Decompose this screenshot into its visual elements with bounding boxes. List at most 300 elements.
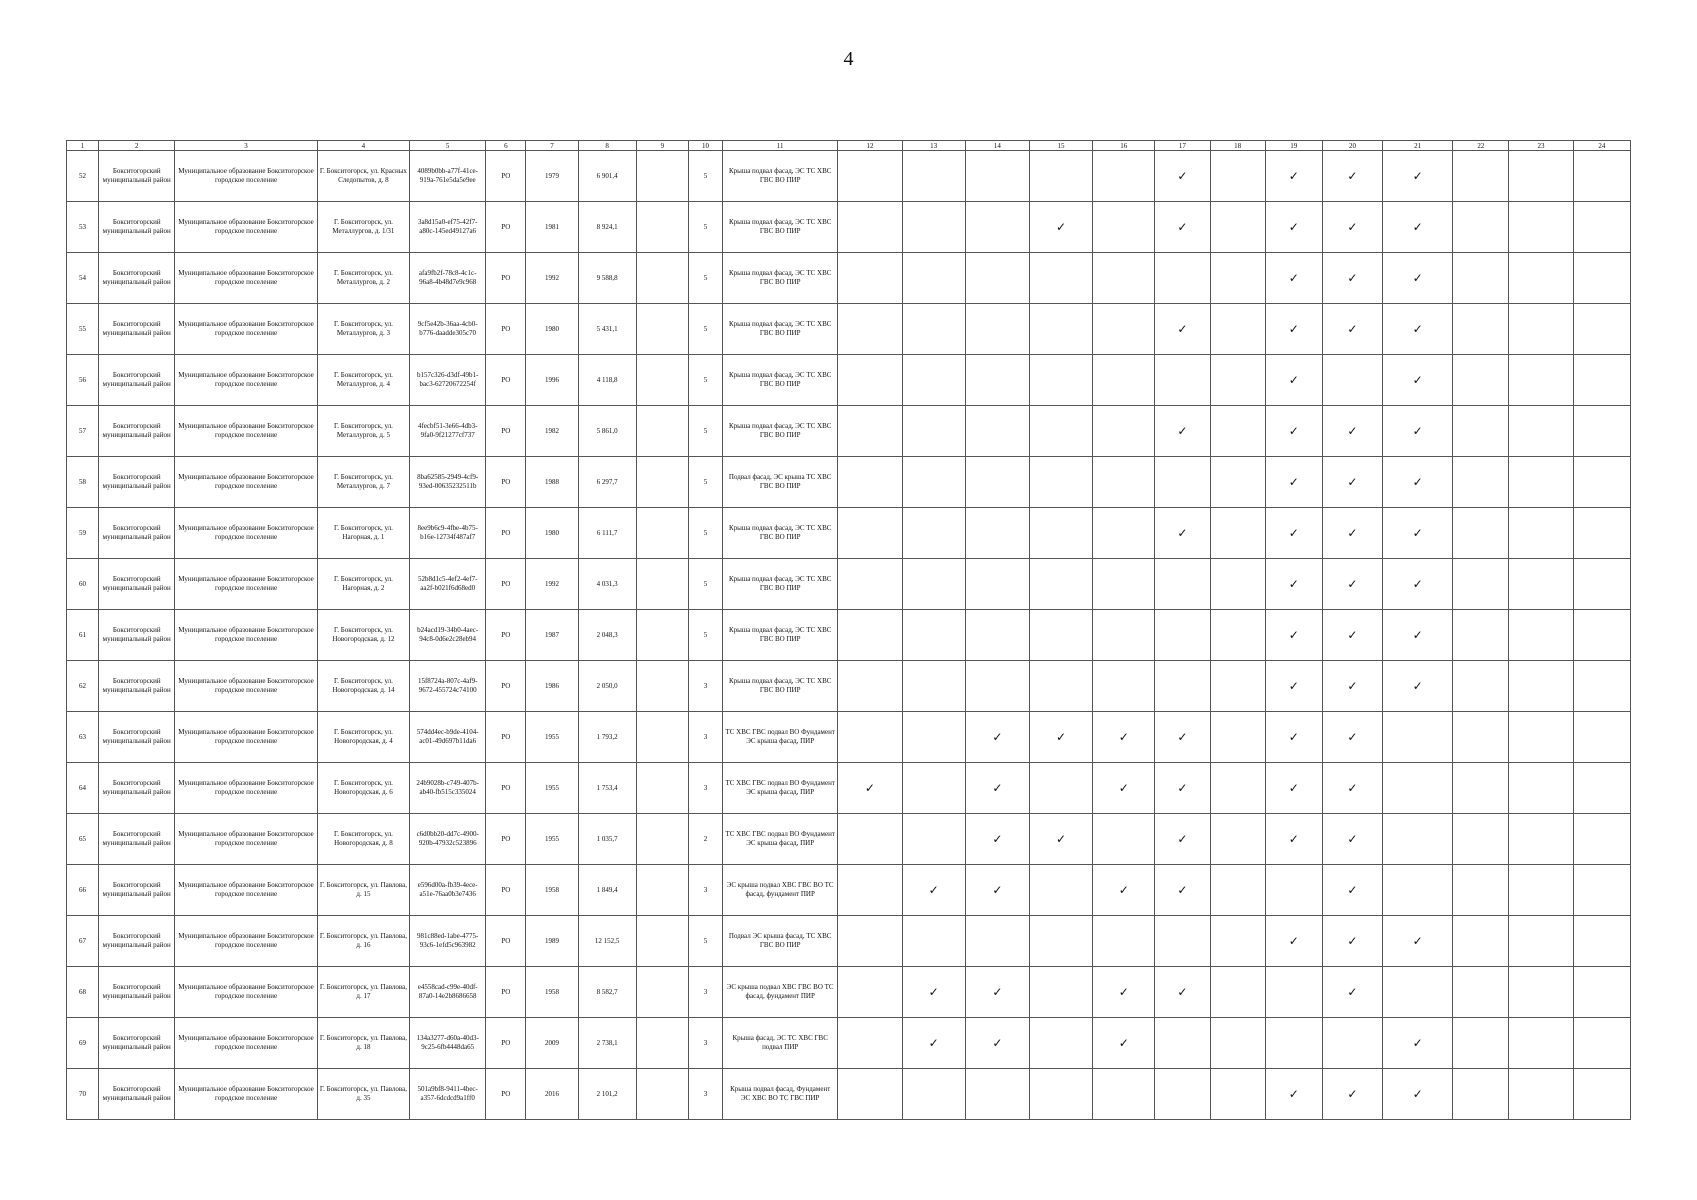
empty-mark-cell	[1383, 763, 1453, 814]
empty-mark-cell	[838, 151, 902, 202]
checkmark-icon: ✓	[1322, 814, 1382, 865]
empty-mark-cell	[1573, 559, 1630, 610]
guid-cell: b157c326-d3df-49b1-bac3-62720672254f	[410, 355, 486, 406]
empty-mark-cell	[1210, 406, 1265, 457]
empty-mark-cell	[1453, 661, 1509, 712]
empty-mark-cell	[1573, 355, 1630, 406]
empty-mark-cell	[1509, 1069, 1573, 1120]
district-cell: Бокситогорский муниципальный район	[99, 1018, 175, 1069]
empty-mark-cell	[1509, 865, 1573, 916]
checkmark-icon: ✓	[1265, 814, 1322, 865]
empty-mark-cell	[1029, 355, 1092, 406]
district-cell: Бокситогорский муниципальный район	[99, 814, 175, 865]
empty-mark-cell	[1029, 1018, 1092, 1069]
empty-mark-cell	[1155, 355, 1210, 406]
empty-mark-cell	[902, 1069, 965, 1120]
floors-cell: 3	[688, 1069, 722, 1120]
empty-mark-cell	[1029, 151, 1092, 202]
row-number-cell: 57	[67, 406, 99, 457]
empty-mark-cell	[1453, 406, 1509, 457]
empty-mark-cell	[1155, 1069, 1210, 1120]
ownership-form-cell: РО	[486, 865, 526, 916]
municipality-cell: Муниципальное образование Бокситогорское городское поселение	[175, 610, 317, 661]
row-number-cell: 68	[67, 967, 99, 1018]
column-number-cell: 13	[902, 141, 965, 151]
empty-mark-cell	[1029, 865, 1092, 916]
checkmark-icon: ✓	[1383, 406, 1453, 457]
ownership-form-cell: РО	[486, 916, 526, 967]
municipality-cell: Муниципальное образование Бокситогорское городское поселение	[175, 457, 317, 508]
row-number-cell: 63	[67, 712, 99, 763]
municipality-cell: Муниципальное образование Бокситогорское городское поселение	[175, 1018, 317, 1069]
checkmark-icon: ✓	[1265, 202, 1322, 253]
empty-mark-cell	[1210, 508, 1265, 559]
district-cell: Бокситогорский муниципальный район	[99, 406, 175, 457]
empty-mark-cell	[1210, 763, 1265, 814]
address-cell: Г. Бокситогорск, ул. Металлургов, д. 5	[317, 406, 409, 457]
empty-mark-cell	[1093, 406, 1155, 457]
empty-mark-cell	[1210, 814, 1265, 865]
table-row	[67, 814, 1631, 865]
row-number-cell: 65	[67, 814, 99, 865]
checkmark-icon: ✓	[1383, 1069, 1453, 1120]
row-number-cell: 66	[67, 865, 99, 916]
district-cell: Бокситогорский муниципальный район	[99, 253, 175, 304]
empty-cell	[636, 865, 688, 916]
district-cell: Бокситогорский муниципальный район	[99, 1069, 175, 1120]
guid-cell: 15f8724a-807c-4af9-9672-455724c74100	[410, 661, 486, 712]
ownership-form-cell: РО	[486, 508, 526, 559]
empty-mark-cell	[965, 202, 1029, 253]
year-cell: 1980	[526, 304, 578, 355]
empty-cell	[636, 151, 688, 202]
empty-mark-cell	[1265, 865, 1322, 916]
empty-mark-cell	[1509, 916, 1573, 967]
checkmark-icon: ✓	[1383, 202, 1453, 253]
ownership-form-cell: РО	[486, 406, 526, 457]
guid-cell: 52b8d1c5-4ef2-4ef7-aa2f-b021f6d68ed0	[410, 559, 486, 610]
empty-mark-cell	[1029, 457, 1092, 508]
row-number-cell: 54	[67, 253, 99, 304]
address-cell: Г. Бокситогорск, ул. Металлургов, д. 3	[317, 304, 409, 355]
empty-mark-cell	[1155, 661, 1210, 712]
table-row	[67, 202, 1631, 253]
district-cell: Бокситогорский муниципальный район	[99, 151, 175, 202]
empty-cell	[636, 457, 688, 508]
empty-mark-cell	[1453, 559, 1509, 610]
area-cell: 2 048,3	[578, 610, 636, 661]
ownership-form-cell: РО	[486, 202, 526, 253]
ownership-form-cell: РО	[486, 304, 526, 355]
address-cell: Г. Бокситогорск, ул. Металлургов, д. 2	[317, 253, 409, 304]
empty-mark-cell	[838, 916, 902, 967]
address-cell: Г. Бокситогорск, ул. Павлова, д. 15	[317, 865, 409, 916]
empty-mark-cell	[838, 406, 902, 457]
empty-cell	[636, 916, 688, 967]
empty-mark-cell	[1383, 967, 1453, 1018]
works-cell: Подвал ЭС крыша фасад, ТС ХВС ГВС ВО ПИР	[723, 916, 838, 967]
municipality-cell: Муниципальное образование Бокситогорское городское поселение	[175, 355, 317, 406]
ownership-form-cell: РО	[486, 1069, 526, 1120]
empty-mark-cell	[838, 508, 902, 559]
year-cell: 1980	[526, 508, 578, 559]
empty-mark-cell	[838, 610, 902, 661]
guid-cell: 574dd4ec-b9de-4104-ac01-49d697b11da6	[410, 712, 486, 763]
works-cell: Крыша подвал фасад, ЭС ТС ХВС ГВС ВО ПИР	[723, 610, 838, 661]
year-cell: 1987	[526, 610, 578, 661]
checkmark-icon: ✓	[1029, 712, 1092, 763]
checkmark-icon: ✓	[1322, 610, 1382, 661]
guid-cell: 981c88ed-1abe-4775-93c6-1efd5c963982	[410, 916, 486, 967]
guid-cell: c6d0bb20-dd7c-4900-920b-47932c523896	[410, 814, 486, 865]
guid-cell: 501a9bf8-9411-4bec-a357-6dcdcd9a1ff0	[410, 1069, 486, 1120]
checkmark-icon: ✓	[1265, 151, 1322, 202]
empty-mark-cell	[1155, 457, 1210, 508]
empty-mark-cell	[1573, 253, 1630, 304]
district-cell: Бокситогорский муниципальный район	[99, 508, 175, 559]
checkmark-icon: ✓	[1265, 355, 1322, 406]
checkmark-icon: ✓	[1155, 304, 1210, 355]
row-number-cell: 62	[67, 661, 99, 712]
column-number-cell: 24	[1573, 141, 1630, 151]
empty-mark-cell	[1453, 763, 1509, 814]
table-row	[67, 508, 1631, 559]
houses-registry-table	[66, 140, 1631, 1120]
column-number-cell: 17	[1155, 141, 1210, 151]
empty-mark-cell	[1093, 661, 1155, 712]
guid-cell: 8ee9b6c9-4fbe-4b75-b16e-12734f487af7	[410, 508, 486, 559]
checkmark-icon: ✓	[1265, 1069, 1322, 1120]
floors-cell: 5	[688, 406, 722, 457]
empty-mark-cell	[902, 355, 965, 406]
column-number-cell: 1	[67, 141, 99, 151]
empty-mark-cell	[1573, 457, 1630, 508]
checkmark-icon: ✓	[1322, 202, 1382, 253]
empty-mark-cell	[1453, 1018, 1509, 1069]
page-number: 4	[843, 48, 854, 70]
area-cell: 2 738,1	[578, 1018, 636, 1069]
municipality-cell: Муниципальное образование Бокситогорское городское поселение	[175, 763, 317, 814]
empty-mark-cell	[1573, 763, 1630, 814]
empty-mark-cell	[1029, 406, 1092, 457]
empty-mark-cell	[1093, 304, 1155, 355]
empty-mark-cell	[1573, 661, 1630, 712]
empty-mark-cell	[1453, 355, 1509, 406]
guid-cell: e4558cad-c99e-40df-87a0-14e2b8686658	[410, 967, 486, 1018]
empty-mark-cell	[1453, 916, 1509, 967]
checkmark-icon: ✓	[1155, 508, 1210, 559]
checkmark-icon: ✓	[1322, 916, 1382, 967]
column-number-cell: 2	[99, 141, 175, 151]
checkmark-icon: ✓	[1155, 967, 1210, 1018]
empty-mark-cell	[1029, 304, 1092, 355]
floors-cell: 5	[688, 253, 722, 304]
year-cell: 1955	[526, 712, 578, 763]
checkmark-icon: ✓	[1265, 406, 1322, 457]
area-cell: 1 849,4	[578, 865, 636, 916]
empty-cell	[636, 355, 688, 406]
table-row	[67, 457, 1631, 508]
column-number-cell: 6	[486, 141, 526, 151]
checkmark-icon: ✓	[1383, 253, 1453, 304]
checkmark-icon: ✓	[1093, 1018, 1155, 1069]
empty-mark-cell	[1453, 865, 1509, 916]
row-number-cell: 60	[67, 559, 99, 610]
year-cell: 2009	[526, 1018, 578, 1069]
address-cell: Г. Бокситогорск, ул. Новогородская, д. 14	[317, 661, 409, 712]
area-cell: 1 035,7	[578, 814, 636, 865]
empty-mark-cell	[1509, 814, 1573, 865]
checkmark-icon: ✓	[1322, 253, 1382, 304]
empty-mark-cell	[1093, 559, 1155, 610]
table-row	[67, 304, 1631, 355]
year-cell: 1958	[526, 967, 578, 1018]
empty-mark-cell	[1573, 865, 1630, 916]
column-number-cell: 15	[1029, 141, 1092, 151]
municipality-cell: Муниципальное образование Бокситогорское городское поселение	[175, 406, 317, 457]
floors-cell: 5	[688, 304, 722, 355]
empty-mark-cell	[965, 304, 1029, 355]
empty-mark-cell	[1383, 814, 1453, 865]
address-cell: Г. Бокситогорск, ул. Нагорная, д. 2	[317, 559, 409, 610]
year-cell: 1996	[526, 355, 578, 406]
empty-mark-cell	[902, 916, 965, 967]
column-number-row	[67, 141, 1631, 151]
checkmark-icon: ✓	[1383, 559, 1453, 610]
municipality-cell: Муниципальное образование Бокситогорское городское поселение	[175, 559, 317, 610]
empty-mark-cell	[965, 1069, 1029, 1120]
district-cell: Бокситогорский муниципальный район	[99, 712, 175, 763]
empty-mark-cell	[1573, 1018, 1630, 1069]
checkmark-icon: ✓	[1029, 202, 1092, 253]
year-cell: 1955	[526, 814, 578, 865]
checkmark-icon: ✓	[1265, 661, 1322, 712]
checkmark-icon: ✓	[1322, 661, 1382, 712]
empty-mark-cell	[1210, 865, 1265, 916]
address-cell: Г. Бокситогорск, ул. Новогородская, д. 4	[317, 712, 409, 763]
empty-mark-cell	[1210, 1018, 1265, 1069]
area-cell: 2 050,0	[578, 661, 636, 712]
checkmark-icon: ✓	[1383, 304, 1453, 355]
column-number-cell: 7	[526, 141, 578, 151]
empty-mark-cell	[1155, 1018, 1210, 1069]
guid-cell: 134a3277-d60a-40d3-9c25-6fb4448da65	[410, 1018, 486, 1069]
checkmark-icon: ✓	[1322, 457, 1382, 508]
area-cell: 4 118,8	[578, 355, 636, 406]
empty-mark-cell	[1453, 151, 1509, 202]
empty-mark-cell	[1573, 610, 1630, 661]
empty-mark-cell	[1093, 916, 1155, 967]
empty-cell	[636, 610, 688, 661]
checkmark-icon: ✓	[1322, 508, 1382, 559]
table-row	[67, 916, 1631, 967]
address-cell: Г. Бокситогорск, ул. Нагорная, д. 1	[317, 508, 409, 559]
works-cell: Крыша подвал фасад, ЭС ТС ХВС ГВС ВО ПИР	[723, 508, 838, 559]
empty-cell	[636, 559, 688, 610]
row-number-cell: 70	[67, 1069, 99, 1120]
works-cell: ЭС крыша подвал ХВС ГВС ВО ТС фасад, фундамент ПИР	[723, 865, 838, 916]
floors-cell: 3	[688, 967, 722, 1018]
address-cell: Г. Бокситогорск, ул. Новогородская, д. 8	[317, 814, 409, 865]
empty-mark-cell	[965, 559, 1029, 610]
address-cell: Г. Бокситогорск, ул. Металлургов, д. 1/31	[317, 202, 409, 253]
column-number-cell: 16	[1093, 141, 1155, 151]
district-cell: Бокситогорский муниципальный район	[99, 916, 175, 967]
empty-mark-cell	[902, 508, 965, 559]
empty-mark-cell	[1265, 967, 1322, 1018]
empty-mark-cell	[965, 355, 1029, 406]
empty-mark-cell	[902, 814, 965, 865]
checkmark-icon: ✓	[1383, 355, 1453, 406]
checkmark-icon: ✓	[1093, 865, 1155, 916]
year-cell: 1986	[526, 661, 578, 712]
empty-mark-cell	[838, 304, 902, 355]
empty-mark-cell	[1573, 814, 1630, 865]
checkmark-icon: ✓	[902, 865, 965, 916]
empty-mark-cell	[1029, 916, 1092, 967]
year-cell: 1981	[526, 202, 578, 253]
district-cell: Бокситогорский муниципальный район	[99, 202, 175, 253]
empty-mark-cell	[1029, 508, 1092, 559]
empty-mark-cell	[838, 253, 902, 304]
empty-mark-cell	[1155, 559, 1210, 610]
empty-mark-cell	[902, 763, 965, 814]
checkmark-icon: ✓	[1155, 202, 1210, 253]
column-number-cell: 12	[838, 141, 902, 151]
checkmark-icon: ✓	[1322, 304, 1382, 355]
empty-mark-cell	[902, 712, 965, 763]
year-cell: 1988	[526, 457, 578, 508]
works-cell: Крыша подвал фасад, ЭС ТС ХВС ГВС ВО ПИР	[723, 355, 838, 406]
year-cell: 1979	[526, 151, 578, 202]
floors-cell: 5	[688, 508, 722, 559]
empty-mark-cell	[1453, 712, 1509, 763]
guid-cell: 9cf5e42b-36aa-4cb0-b776-daadde305c70	[410, 304, 486, 355]
floors-cell: 2	[688, 814, 722, 865]
empty-mark-cell	[1453, 304, 1509, 355]
empty-mark-cell	[965, 661, 1029, 712]
empty-mark-cell	[1029, 559, 1092, 610]
column-number-cell: 3	[175, 141, 317, 151]
empty-mark-cell	[1453, 253, 1509, 304]
row-number-cell: 59	[67, 508, 99, 559]
works-cell: Крыша подвал фасад, ЭС ТС ХВС ГВС ВО ПИР	[723, 406, 838, 457]
column-number-cell: 23	[1509, 141, 1573, 151]
guid-cell: b24acd19-34b0-4aec-94c8-0d6e2c28eb94	[410, 610, 486, 661]
empty-mark-cell	[965, 610, 1029, 661]
address-cell: Г. Бокситогорск, ул. Красных Следопытов, д. 8	[317, 151, 409, 202]
empty-mark-cell	[1573, 1069, 1630, 1120]
empty-mark-cell	[1210, 559, 1265, 610]
empty-mark-cell	[902, 661, 965, 712]
works-cell: Крыша подвал фасад, Фундамент ЭС ХВС ВО ТС ГВС ПИР	[723, 1069, 838, 1120]
checkmark-icon: ✓	[1265, 610, 1322, 661]
table-row	[67, 610, 1631, 661]
works-cell: Крыша подвал фасад, ЭС ТС ХВС ГВС ВО ПИР	[723, 202, 838, 253]
column-number-cell: 21	[1383, 141, 1453, 151]
area-cell: 9 588,8	[578, 253, 636, 304]
checkmark-icon: ✓	[965, 967, 1029, 1018]
empty-mark-cell	[1093, 814, 1155, 865]
municipality-cell: Муниципальное образование Бокситогорское городское поселение	[175, 304, 317, 355]
checkmark-icon: ✓	[965, 1018, 1029, 1069]
year-cell: 1982	[526, 406, 578, 457]
row-number-cell: 56	[67, 355, 99, 406]
empty-mark-cell	[1453, 1069, 1509, 1120]
empty-cell	[636, 253, 688, 304]
empty-mark-cell	[1509, 661, 1573, 712]
empty-mark-cell	[1155, 253, 1210, 304]
checkmark-icon: ✓	[1155, 763, 1210, 814]
address-cell: Г. Бокситогорск, ул. Металлургов, д. 4	[317, 355, 409, 406]
checkmark-icon: ✓	[1383, 1018, 1453, 1069]
empty-mark-cell	[838, 814, 902, 865]
guid-cell: 24b9028b-c749-407b-ab40-fb515c335024	[410, 763, 486, 814]
district-cell: Бокситогорский муниципальный район	[99, 661, 175, 712]
empty-cell	[636, 763, 688, 814]
works-cell: ТС ХВС ГВС подвал ВО Фундамент ЭС крыша фасад, ПИР	[723, 763, 838, 814]
checkmark-icon: ✓	[1093, 763, 1155, 814]
checkmark-icon: ✓	[1265, 916, 1322, 967]
empty-mark-cell	[1029, 253, 1092, 304]
empty-cell	[636, 712, 688, 763]
area-cell: 4 031,3	[578, 559, 636, 610]
checkmark-icon: ✓	[965, 763, 1029, 814]
empty-mark-cell	[1509, 304, 1573, 355]
area-cell: 2 101,2	[578, 1069, 636, 1120]
district-cell: Бокситогорский муниципальный район	[99, 457, 175, 508]
empty-mark-cell	[1210, 304, 1265, 355]
municipality-cell: Муниципальное образование Бокситогорское городское поселение	[175, 151, 317, 202]
municipality-cell: Муниципальное образование Бокситогорское городское поселение	[175, 508, 317, 559]
empty-mark-cell	[1453, 202, 1509, 253]
address-cell: Г. Бокситогорск, ул. Павлова, д. 16	[317, 916, 409, 967]
empty-mark-cell	[902, 610, 965, 661]
checkmark-icon: ✓	[1322, 151, 1382, 202]
floors-cell: 3	[688, 661, 722, 712]
empty-mark-cell	[1383, 712, 1453, 763]
empty-mark-cell	[1210, 610, 1265, 661]
checkmark-icon: ✓	[1322, 406, 1382, 457]
empty-mark-cell	[1509, 712, 1573, 763]
checkmark-icon: ✓	[1322, 865, 1382, 916]
empty-mark-cell	[1509, 151, 1573, 202]
checkmark-icon: ✓	[838, 763, 902, 814]
empty-mark-cell	[1573, 151, 1630, 202]
year-cell: 1958	[526, 865, 578, 916]
empty-mark-cell	[1155, 610, 1210, 661]
empty-mark-cell	[1093, 508, 1155, 559]
address-cell: Г. Бокситогорск, ул. Павлова, д. 18	[317, 1018, 409, 1069]
district-cell: Бокситогорский муниципальный район	[99, 610, 175, 661]
row-number-cell: 64	[67, 763, 99, 814]
row-number-cell: 52	[67, 151, 99, 202]
works-cell: Крыша подвал фасад, ЭС ТС ХВС ГВС ВО ПИР	[723, 559, 838, 610]
empty-mark-cell	[1383, 865, 1453, 916]
checkmark-icon: ✓	[1265, 508, 1322, 559]
municipality-cell: Муниципальное образование Бокситогорское городское поселение	[175, 253, 317, 304]
empty-mark-cell	[1509, 355, 1573, 406]
address-cell: Г. Бокситогорск, ул. Павлова, д. 35	[317, 1069, 409, 1120]
empty-cell	[636, 814, 688, 865]
empty-mark-cell	[1453, 508, 1509, 559]
district-cell: Бокситогорский муниципальный район	[99, 559, 175, 610]
checkmark-icon: ✓	[1093, 712, 1155, 763]
empty-mark-cell	[1509, 559, 1573, 610]
year-cell: 2016	[526, 1069, 578, 1120]
works-cell: ТС ХВС ГВС подвал ВО Фундамент ЭС крыша фасад, ПИР	[723, 814, 838, 865]
column-number-cell: 14	[965, 141, 1029, 151]
